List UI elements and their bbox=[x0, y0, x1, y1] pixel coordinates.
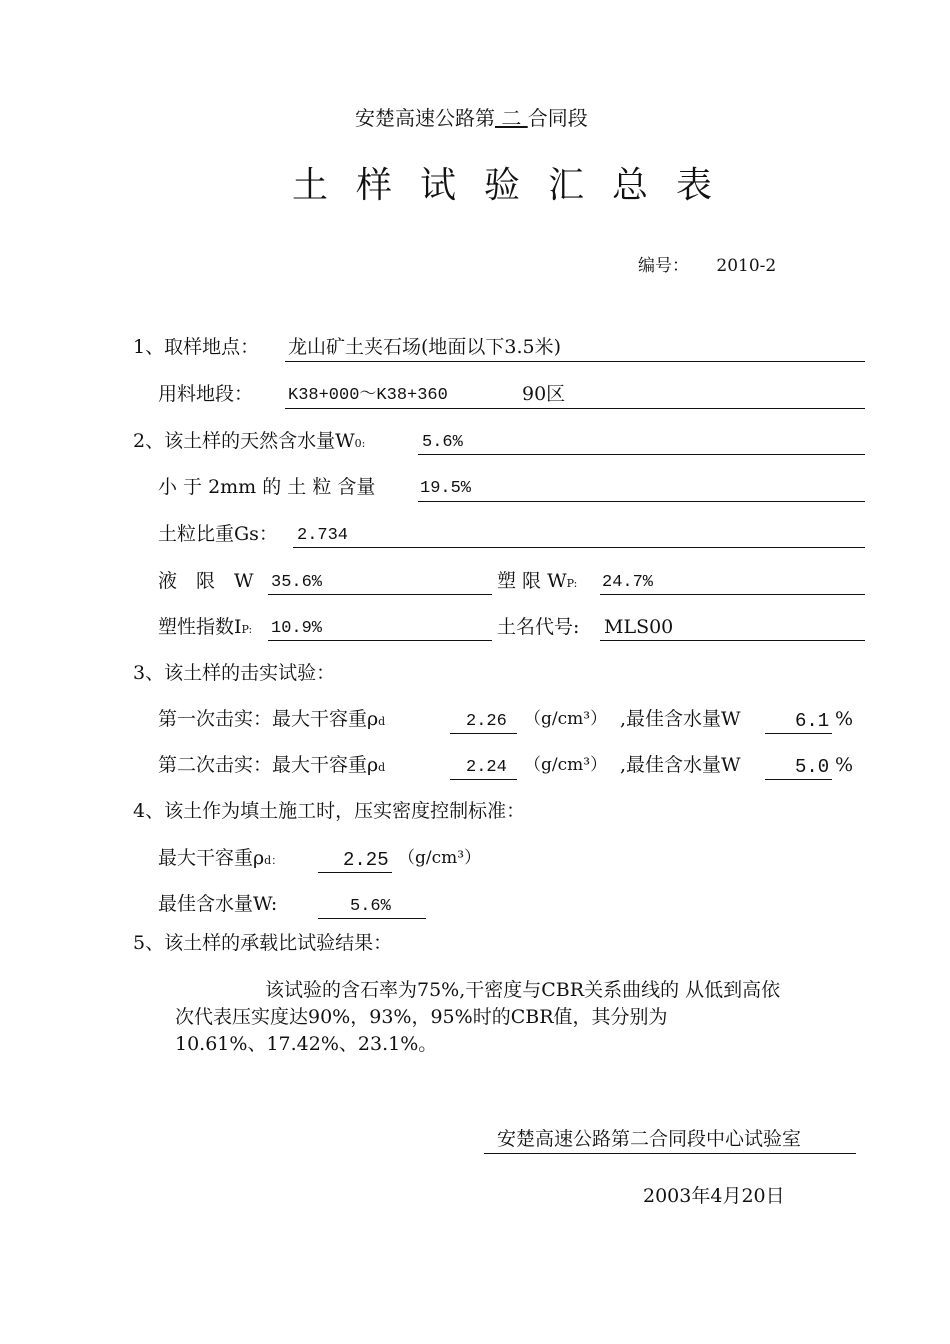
compaction-test-label: 3、该土样的击实试验： bbox=[133, 662, 336, 684]
project-prefix: 安楚高速公路第 bbox=[355, 106, 495, 130]
test1-density: 2.26 bbox=[466, 712, 507, 731]
fine-content-label: 小 于 2mm 的 土 粒 含量 bbox=[158, 476, 376, 498]
soil-code-underline bbox=[600, 640, 865, 641]
liquid-limit-label: 液 限 W bbox=[158, 570, 254, 592]
test1-moisture-label: ,最佳含水量W bbox=[620, 708, 741, 730]
soil-code-label: 土名代号: bbox=[497, 616, 580, 638]
plasticity-index-underline bbox=[268, 640, 492, 641]
test1-moisture: 6.1 bbox=[795, 710, 830, 732]
cbr-line-3: 10.61%、17.42%、23.1%。 bbox=[175, 1033, 438, 1055]
page-title: 土样试验汇总表 bbox=[292, 165, 741, 206]
report-date: 2003年4月20日 bbox=[643, 1185, 785, 1207]
segment-label: 用料地段： bbox=[158, 383, 254, 405]
lab-name: 安楚高速公路第二合同段中心试验室 bbox=[497, 1128, 802, 1150]
test2-density-underline bbox=[450, 779, 517, 780]
test2-label: 第二次击实：最大干容重ρd bbox=[158, 754, 386, 776]
control-moisture-value: 5.6% bbox=[350, 897, 391, 916]
cbr-result-paragraph bbox=[175, 977, 865, 1058]
natural-moisture-underline bbox=[418, 454, 865, 455]
segment-value: K38+000～K38+360 bbox=[288, 386, 448, 405]
control-density-label: 最大干容重ρd： bbox=[158, 847, 283, 869]
plastic-limit-underline bbox=[600, 594, 865, 595]
section-number: 二 bbox=[495, 106, 528, 130]
fine-content-underline bbox=[418, 501, 865, 502]
document-number bbox=[638, 258, 776, 275]
project-line bbox=[355, 108, 588, 128]
test2-unit: （g/cm³） bbox=[524, 755, 608, 775]
test1-unit: （g/cm³） bbox=[524, 709, 608, 729]
control-standard-label: 4、该土作为填土施工时，压实密度控制标准： bbox=[133, 800, 526, 822]
specific-gravity-underline bbox=[293, 547, 865, 548]
sampling-location-value: 龙山矿土夹石场(地面以下3.5米) bbox=[288, 336, 562, 358]
number-value: 2010-2 bbox=[716, 256, 777, 276]
zone-value: 90区 bbox=[522, 383, 566, 405]
control-moisture-label: 最佳含水量W: bbox=[158, 893, 278, 915]
test2-moisture: 5.0 bbox=[795, 756, 830, 778]
specific-gravity-label: 土粒比重Gs： bbox=[158, 523, 278, 545]
control-density-unit: （g/cm³） bbox=[398, 848, 482, 868]
test2-density: 2.24 bbox=[466, 758, 507, 777]
natural-moisture-label: 2、该土样的天然含水量W0: bbox=[133, 430, 366, 452]
segment-underline bbox=[285, 408, 865, 409]
plasticity-index-label: 塑性指数IP: bbox=[158, 616, 253, 638]
fine-content-value: 19.5% bbox=[420, 479, 472, 498]
cbr-line-1: 该试验的含石率为75%,干密度与CBR关系曲线的 从低到高依 bbox=[265, 979, 781, 1001]
test1-percent: % bbox=[835, 708, 854, 730]
liquid-limit-underline bbox=[268, 594, 492, 595]
sampling-location-underline bbox=[285, 361, 865, 362]
cbr-line-2: 次代表压实度达90%，93%，95%时的CBR值，其分别为 bbox=[175, 1006, 668, 1028]
test1-density-underline bbox=[450, 733, 517, 734]
number-label: 编号： bbox=[638, 256, 689, 276]
soil-code-value: MLS00 bbox=[604, 616, 674, 638]
cbr-result-label: 5、该土样的承载比试验结果： bbox=[133, 932, 393, 954]
sampling-location-label: 1、取样地点： bbox=[133, 336, 260, 358]
test1-label: 第一次击实：最大干容重ρd bbox=[158, 708, 386, 730]
project-suffix: 合同段 bbox=[527, 106, 588, 130]
control-density-underline bbox=[318, 872, 392, 873]
specific-gravity-value: 2.734 bbox=[297, 526, 349, 545]
liquid-limit-value: 35.6% bbox=[271, 573, 323, 592]
plastic-limit-label: 塑 限 WP: bbox=[497, 570, 578, 592]
test2-moisture-label: ,最佳含水量W bbox=[620, 754, 741, 776]
control-density-value: 2.25 bbox=[343, 849, 389, 871]
control-moisture-underline bbox=[318, 918, 426, 919]
test2-moisture-underline bbox=[765, 779, 832, 780]
natural-moisture-value: 5.6% bbox=[422, 433, 463, 452]
plastic-limit-value: 24.7% bbox=[602, 573, 654, 592]
test1-moisture-underline bbox=[765, 733, 832, 734]
test2-percent: % bbox=[835, 754, 854, 776]
lab-name-underline bbox=[484, 1153, 856, 1154]
plasticity-index-value: 10.9% bbox=[271, 619, 323, 638]
